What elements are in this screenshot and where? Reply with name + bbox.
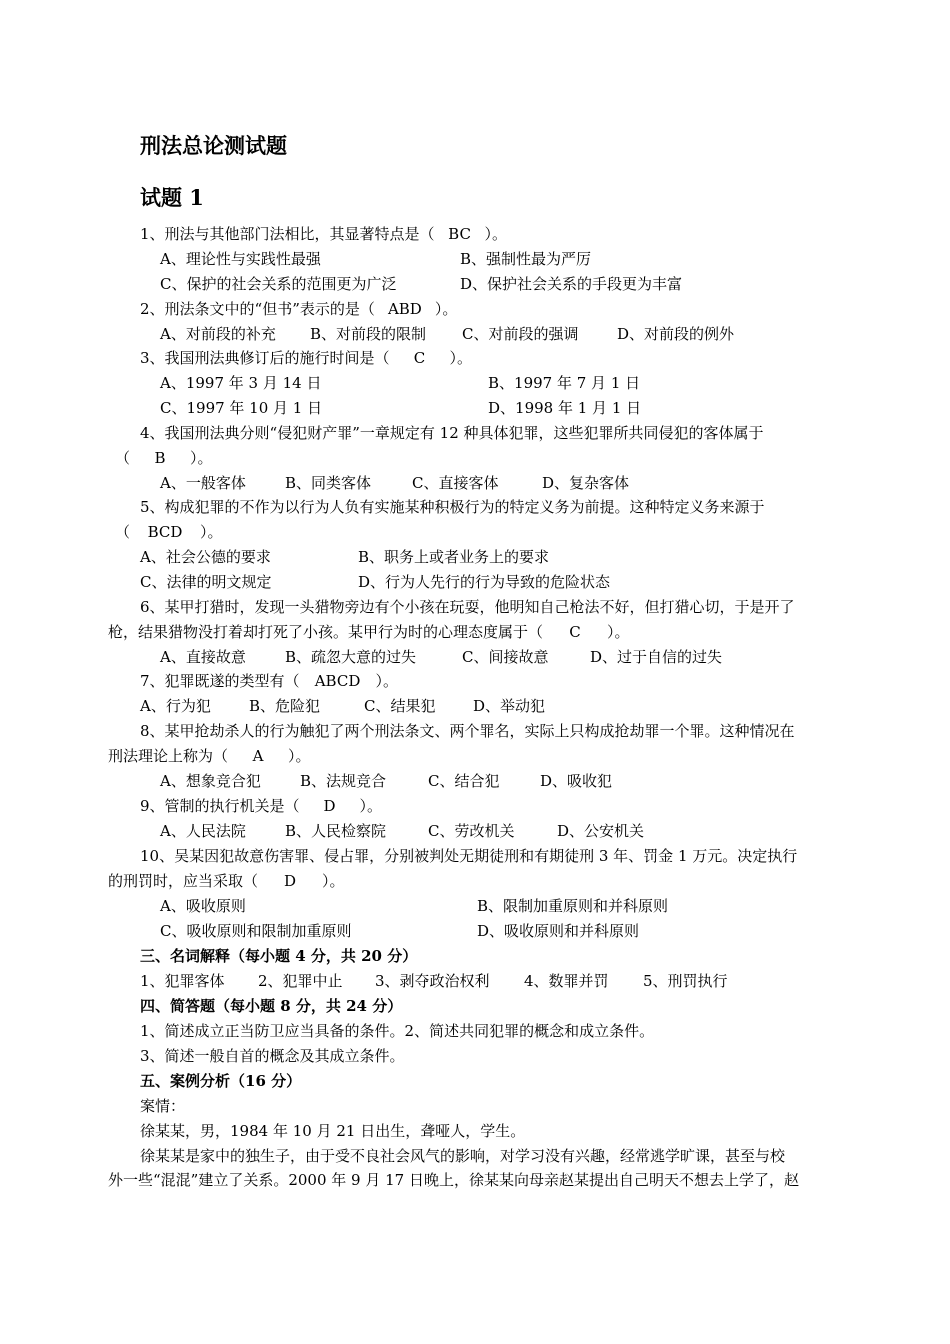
answer: BC <box>448 225 471 243</box>
case-paragraph-continued: 外一些“混混”建立了关系。2000 年 9 月 17 日晚上，徐某某向母亲赵某提出自己明天不想去上学了，赵 <box>108 1171 799 1189</box>
option: B、限制加重原则和并科原则 <box>477 897 669 915</box>
option: C、直接客体 <box>412 474 499 492</box>
option: D、公安机关 <box>557 822 645 840</box>
question-6: 6、某甲打猎时，发现一头猎物旁边有个小孩在玩耍，他明知自己枪法不好，但打猎心切，于是开了 <box>140 598 795 616</box>
term-item: 4、数罪并罚 <box>524 972 609 990</box>
option: D、吸收原则和并科原则 <box>477 922 640 940</box>
question-4-continued: （ B ）。 <box>115 449 213 467</box>
term-item: 1、犯罪客体 <box>140 972 225 990</box>
answer: D <box>323 797 336 815</box>
question-8-continued: 刑法理论上称为（ A ）。 <box>108 747 311 765</box>
option: D、过于自信的过失 <box>590 648 723 666</box>
answer: D <box>284 872 297 890</box>
option: A、社会公德的要求 <box>140 548 271 566</box>
case-label: 案情： <box>140 1097 186 1115</box>
section-5-title: 五、案例分析（16 分） <box>140 1072 302 1090</box>
option: C、结合犯 <box>428 772 500 790</box>
option: A、对前段的补充 <box>160 325 276 343</box>
question-3: 3、我国刑法典修订后的施行时间是（ C ）。 <box>140 349 473 367</box>
option: D、举动犯 <box>473 697 546 715</box>
option: C、保护的社会关系的范围更为广泛 <box>160 275 397 293</box>
option: A、吸收原则 <box>160 897 246 915</box>
question-5-continued: （ BCD ）。 <box>115 523 223 541</box>
option: D、保护社会关系的手段更为丰富 <box>460 275 683 293</box>
option: B、疏忽大意的过失 <box>285 648 417 666</box>
option: B、职务上或者业务上的要求 <box>358 548 550 566</box>
option: B、人民检察院 <box>285 822 387 840</box>
answer: ABCD <box>314 672 361 690</box>
option: C、法律的明文规定 <box>140 573 272 591</box>
answer: ABD <box>387 300 422 318</box>
question-5: 5、构成犯罪的不作为以行为人负有实施某种积极行为的特定义务为前提。这种特定义务来源于 <box>140 498 765 516</box>
option: A、理论性与实践性最强 <box>160 250 321 268</box>
question-7: 7、犯罪既遂的类型有（ ABCD ）。 <box>140 672 399 690</box>
option: B、强制性最为严厉 <box>460 250 592 268</box>
answer: C <box>413 349 426 367</box>
answer: B <box>154 449 166 467</box>
question-2: 2、刑法条文中的“但书”表示的是（ ABD ）。 <box>140 300 458 318</box>
case-paragraph: 徐某某，男，1984 年 10 月 21 日出生，聋哑人，学生。 <box>140 1122 526 1140</box>
term-item: 2、犯罪中止 <box>258 972 343 990</box>
option: A、人民法院 <box>160 822 246 840</box>
test-subtitle: 试题 1 <box>140 185 204 210</box>
option: C、对前段的强调 <box>462 325 579 343</box>
option: C、间接故意 <box>462 648 549 666</box>
option: D、行为人先行的行为导致的危险状态 <box>358 573 611 591</box>
question-6-continued: 枪，结果猎物没打着却打死了小孩。某甲行为时的心理态度属于（ C ）。 <box>108 623 630 641</box>
case-paragraph: 徐某某是家中的独生子，由于受不良社会风气的影响，对学习没有兴趣，经常逃学旷课，甚至与校 <box>140 1147 786 1165</box>
option: A、想象竞合犯 <box>160 772 261 790</box>
option: A、直接故意 <box>160 648 246 666</box>
section-3-title: 三、名词解释（每小题 4 分，共 20 分） <box>140 947 418 965</box>
option: B、危险犯 <box>249 697 321 715</box>
document-title: 刑法总论测试题 <box>140 133 287 158</box>
option: C、吸收原则和限制加重原则 <box>160 922 352 940</box>
option: A、一般客体 <box>160 474 246 492</box>
option: A、行为犯 <box>140 697 211 715</box>
short-answer-line: 3、简述一般自首的概念及其成立条件。 <box>140 1047 405 1065</box>
option: B、1997 年 7 月 1 日 <box>488 374 641 392</box>
question-10-continued: 的刑罚时，应当采取（ D ）。 <box>108 872 345 890</box>
option: C、1997 年 10 月 1 日 <box>160 399 323 417</box>
option: C、结果犯 <box>364 697 436 715</box>
question-9: 9、管制的执行机关是（ D ）。 <box>140 797 383 815</box>
option: D、复杂客体 <box>542 474 630 492</box>
option: C、劳改机关 <box>428 822 515 840</box>
answer: BCD <box>147 523 183 541</box>
option: B、对前段的限制 <box>310 325 427 343</box>
short-answer-line: 1、简述成立正当防卫应当具备的条件。2、简述共同犯罪的概念和成立条件。 <box>140 1022 655 1040</box>
term-item: 5、刑罚执行 <box>643 972 728 990</box>
section-4-title: 四、简答题（每小题 8 分，共 24 分） <box>140 997 403 1015</box>
option: B、法规竞合 <box>300 772 387 790</box>
answer: A <box>252 747 264 765</box>
question-8: 8、某甲抢劫杀人的行为触犯了两个刑法条文、两个罪名，实际上只构成抢劫罪一个罪。这种情况在 <box>140 722 795 740</box>
answer: C <box>569 623 581 641</box>
option: D、对前段的例外 <box>617 325 735 343</box>
option: A、1997 年 3 月 14 日 <box>160 374 322 392</box>
option: B、同类客体 <box>285 474 372 492</box>
question-1: 1、刑法与其他部门法相比，其显著特点是（ BC ）。 <box>140 225 508 243</box>
question-10: 10、吴某因犯故意伤害罪、侵占罪，分别被判处无期徒刑和有期徒刑 3 年、罚金 1 万元。决定执行 <box>140 847 798 865</box>
option: D、1998 年 1 月 1 日 <box>488 399 642 417</box>
term-item: 3、剥夺政治权利 <box>375 972 490 990</box>
question-4: 4、我国刑法典分则“侵犯财产罪”一章规定有 12 种具体犯罪，这些犯罪所共同侵犯的客体属于 <box>140 424 764 442</box>
option: D、吸收犯 <box>540 772 613 790</box>
